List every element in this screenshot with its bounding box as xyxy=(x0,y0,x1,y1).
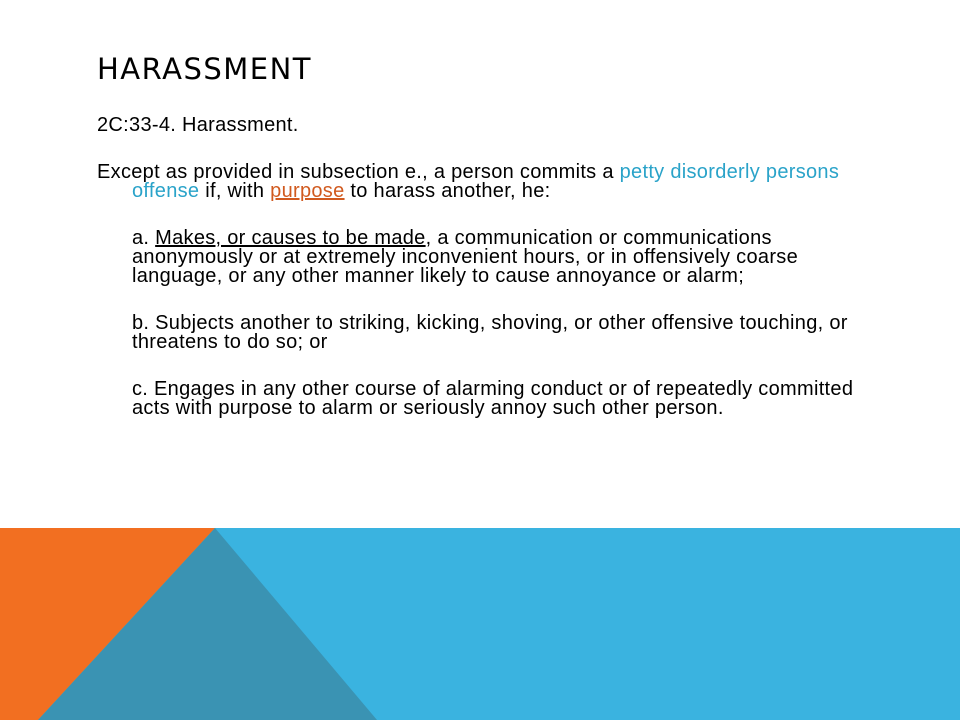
intro-text-middle: if, with xyxy=(199,180,271,202)
footer-graphic xyxy=(0,528,960,720)
slide-body xyxy=(97,116,877,418)
clause-a-text: , a communication or communications anonymously or at extremely inconvenient hours, or in offensively coarse language, or any other manner likely to cause annoyance or alarm; xyxy=(132,227,799,287)
spacer xyxy=(97,201,877,229)
clause-a xyxy=(97,229,877,286)
petty-offense-highlight: petty disorderly persons offense xyxy=(132,161,840,202)
clause-b: b. Subjects another to striking, kicking, shoving, or other offensive touching, or threatens to do so; or xyxy=(132,312,848,353)
intro-text-end: to harass another, he: xyxy=(344,180,551,202)
spacer xyxy=(97,352,877,380)
clause-a-underlined: Makes, or causes to be made xyxy=(155,227,426,249)
clause-c: c. Engages in any other course of alarming conduct or of repeatedly committed acts with purpose to alarm or seriously annoy such other person. xyxy=(132,378,854,419)
purpose-highlight: purpose xyxy=(270,180,345,202)
footer-decoration xyxy=(0,528,960,720)
statute-heading: 2C:33-4. Harassment. xyxy=(97,114,299,136)
slide-title: HARASSMENT xyxy=(97,52,313,86)
clause-a-prefix: a. xyxy=(132,227,156,249)
spacer xyxy=(97,286,877,314)
intro-text-start: Except as provided in subsection e., a person commits a xyxy=(97,161,620,183)
intro-paragraph xyxy=(97,163,877,201)
spacer xyxy=(97,135,877,163)
